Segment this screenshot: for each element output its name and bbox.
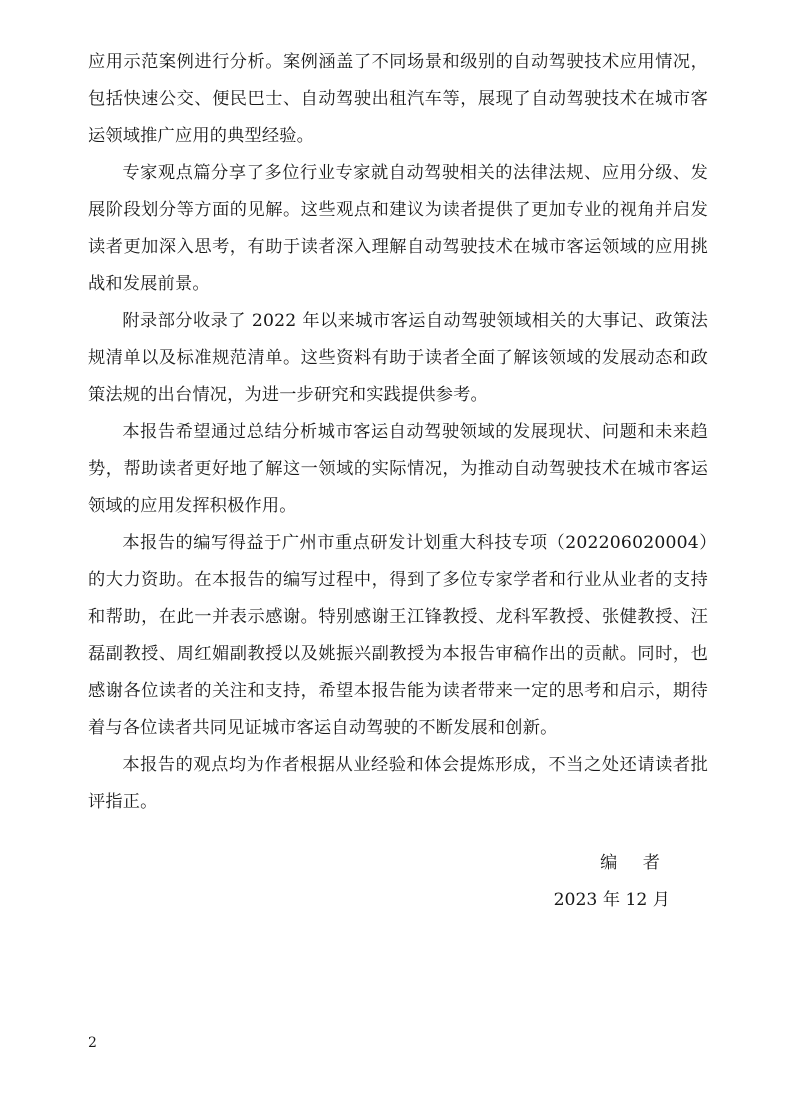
document-body [88,44,708,821]
signature-date: 2023 年 12 月 [553,890,670,910]
paragraph-6: 本报告的观点均为作者根据从业经验和体会提炼形成，不当之处还请读者批评指正。 [88,755,708,812]
paragraph-3: 附录部分收录了 2022 年以来城市客运自动驾驶领域相关的大事记、政策法规清单以及标准规范清单。这些资料有助于读者全面了解该领域的发展动态和政策法规的出台情况，为进一步研究和实践提供参考。 [88,311,708,405]
paragraph-1: 应用示范案例进行分析。案例涵盖了不同场景和级别的自动驾驶技术应用情况，包括快速公交、便民巴士、自动驾驶出租汽车等，展现了自动驾驶技术在城市客运领域推广应用的典型经验。 [88,52,708,146]
paragraph-2: 专家观点篇分享了多位行业专家就自动驾驶相关的法律法规、应用分级、发展阶段划分等方面的见解。这些观点和建议为读者提供了更加专业的视角并启发读者更加深入思考，有助于读者深入理解自动驾驶技术在城市客运领域的应用挑战和发展前景。 [88,163,708,294]
page-number: 2 [88,1035,97,1051]
paragraph-4: 本报告希望通过总结分析城市客运自动驾驶领域的发展现状、问题和未来趋势，帮助读者更好地了解这一领域的实际情况，为推动自动驾驶技术在城市客运领域的应用发挥积极作用。 [88,422,708,516]
signature-block [88,845,708,919]
paragraph-5: 本报告的编写得益于广州市重点研发计划重大科技专项（202206020004）的大力资助。在本报告的编写过程中，得到了多位专家学者和行业从业者的支持和帮助，在此一并表示感谢。特别感谢王江锋教授、龙科军教授、张健教授、汪磊副教授、周红媚副教授以及姚振兴副教授为本报告审稿作出的贡献。同时，也感谢各位读者的关注和支持，希望本报告能为读者带来一定的思考和启示，期待着与各位读者共同见证城市客运自动驾驶的不断发展和创新。 [88,533,708,738]
signature-author: 编 者 [600,853,670,873]
